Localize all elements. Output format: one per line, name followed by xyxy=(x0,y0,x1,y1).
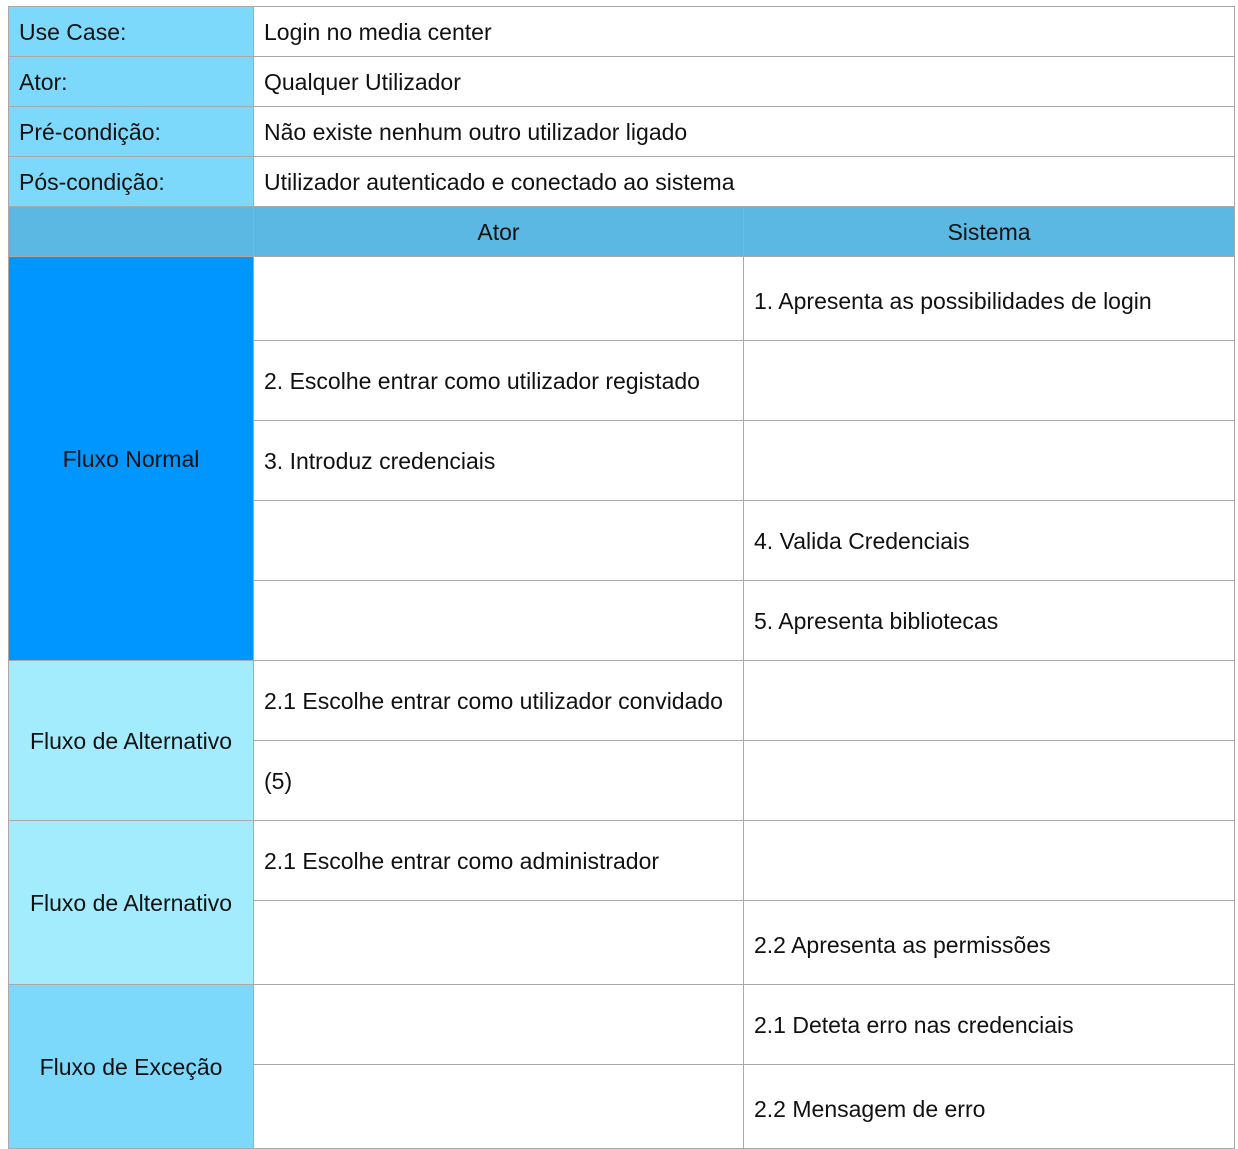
postcondition-value: Utilizador autenticado e conectado ao sistema xyxy=(254,157,1235,207)
use-case-row xyxy=(9,7,1235,57)
system-step xyxy=(744,821,1235,901)
use-case-value: Login no media center xyxy=(254,7,1235,57)
actor-step xyxy=(254,257,744,341)
postcondition-row xyxy=(9,157,1235,207)
postcondition-label: Pós-condição: xyxy=(9,157,254,207)
system-step: 2.1 Deteta erro nas credenciais xyxy=(744,985,1235,1065)
actor-step xyxy=(254,501,744,581)
column-header-actor: Ator xyxy=(254,207,744,257)
system-step: 2.2 Mensagem de erro xyxy=(744,1065,1235,1149)
alt-flow-2-label: Fluxo de Alternativo xyxy=(9,821,254,985)
actor-step xyxy=(254,1065,744,1149)
header-blank-cell xyxy=(9,207,254,257)
actor-step xyxy=(254,581,744,661)
use-case-label: Use Case: xyxy=(9,7,254,57)
system-step xyxy=(744,341,1235,421)
table-row xyxy=(9,821,1235,901)
column-header-system: Sistema xyxy=(744,207,1235,257)
precondition-label: Pré-condição: xyxy=(9,107,254,157)
actor-step: 2.1 Escolhe entrar como utilizador convidado xyxy=(254,661,744,741)
actor-row xyxy=(9,57,1235,107)
actor-label: Ator: xyxy=(9,57,254,107)
system-step: 1. Apresenta as possibilidades de login xyxy=(744,257,1235,341)
actor-value: Qualquer Utilizador xyxy=(254,57,1235,107)
system-step xyxy=(744,661,1235,741)
actor-step: 2. Escolhe entrar como utilizador registado xyxy=(254,341,744,421)
table-row xyxy=(9,661,1235,741)
actor-step: 3. Introduz credenciais xyxy=(254,421,744,501)
actor-step xyxy=(254,901,744,985)
use-case-table xyxy=(8,6,1235,1149)
system-step: 4. Valida Credenciais xyxy=(744,501,1235,581)
actor-step: 2.1 Escolhe entrar como administrador xyxy=(254,821,744,901)
actor-step xyxy=(254,985,744,1065)
system-step xyxy=(744,421,1235,501)
normal-flow-label: Fluxo Normal xyxy=(9,257,254,661)
alt-flow-1-label: Fluxo de Alternativo xyxy=(9,661,254,821)
system-step: 5. Apresenta bibliotecas xyxy=(744,581,1235,661)
column-header-row xyxy=(9,207,1235,257)
precondition-value: Não existe nenhum outro utilizador ligado xyxy=(254,107,1235,157)
system-step xyxy=(744,741,1235,821)
system-step: 2.2 Apresenta as permissões xyxy=(744,901,1235,985)
table-row xyxy=(9,257,1235,341)
actor-step: (5) xyxy=(254,741,744,821)
exception-flow-label: Fluxo de Exceção xyxy=(9,985,254,1149)
table-row xyxy=(9,985,1235,1065)
precondition-row xyxy=(9,107,1235,157)
